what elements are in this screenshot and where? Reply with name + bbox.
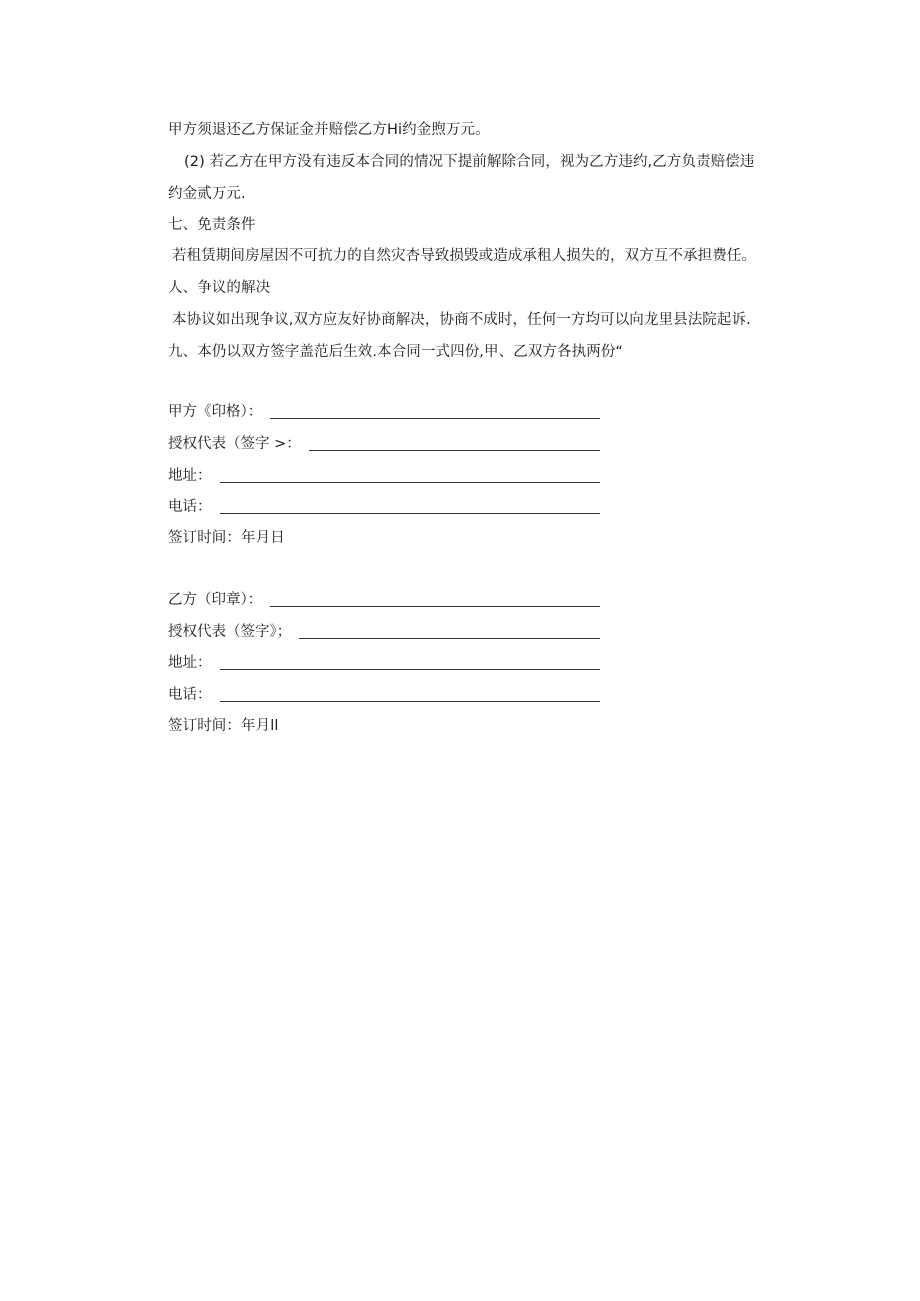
- party-a-name-blank[interactable]: [270, 418, 600, 419]
- section-heading-exemption: 七、免责条件: [168, 217, 256, 233]
- party-a-name-label: 甲方《印格）：: [168, 404, 263, 420]
- party-b-representative-field[interactable]: [168, 620, 600, 642]
- party-a-address-field[interactable]: [168, 464, 600, 486]
- party-a-signing-date: 签订时间：年月日: [168, 530, 285, 546]
- party-b-name-label: 乙方（印章）：: [168, 592, 263, 608]
- paragraph-effectiveness: 九、本仍以双方签字盖范后生效.本合同一式四份,甲、乙双方各执两份“: [168, 344, 624, 360]
- party-b-address-label: 地址：: [168, 655, 212, 671]
- party-a-phone-label: 电话：: [168, 499, 212, 515]
- party-b-phone-label: 电话：: [168, 687, 212, 703]
- party-b-name-blank[interactable]: [270, 606, 600, 607]
- party-a-name-field[interactable]: [168, 400, 600, 422]
- party-a-phone-blank[interactable]: [220, 513, 601, 514]
- party-b-address-blank[interactable]: [220, 669, 601, 670]
- party-a-phone-field[interactable]: [168, 495, 600, 517]
- party-b-phone-field[interactable]: [168, 683, 600, 705]
- party-a-address-label: 地址：: [168, 468, 212, 484]
- party-a-address-blank[interactable]: [220, 482, 601, 483]
- party-b-representative-label: 授权代表（签字》；: [168, 624, 292, 640]
- paragraph-deposit-refund: 甲方须退还乙方保证金并赔偿乙方Hi约金煦万元。: [168, 122, 490, 138]
- party-a-representative-label: 授权代表（签字 >：: [168, 436, 301, 452]
- paragraph-force-majeure: 若租赁期间房屋因不可抗力的自然灾杏导致损毁或造成承租人损失的，双方互不承担费任。: [172, 248, 756, 264]
- party-b-name-field[interactable]: [168, 588, 600, 610]
- party-a-representative-blank[interactable]: [309, 450, 600, 451]
- party-a-representative-field[interactable]: [168, 432, 600, 454]
- party-b-address-field[interactable]: [168, 651, 600, 673]
- party-b-phone-blank[interactable]: [220, 701, 601, 702]
- paragraph-early-termination-cont: 约金贰万元.: [168, 186, 246, 202]
- paragraph-dispute-resolution: 本协议如出现争议,双方应友好协商解决，协商不成时，任何一方均可以向龙里县法院起诉.: [172, 312, 751, 328]
- party-b-representative-blank[interactable]: [299, 638, 600, 639]
- section-heading-dispute: 人、争议的解决: [168, 280, 271, 296]
- paragraph-early-termination: (2) 若乙方在甲方没有违反本合同的情况下提前解除合同，视为乙方违约,乙方负责赔偿违: [184, 154, 755, 170]
- party-b-signing-date: 签订时间：年月ll: [168, 718, 279, 734]
